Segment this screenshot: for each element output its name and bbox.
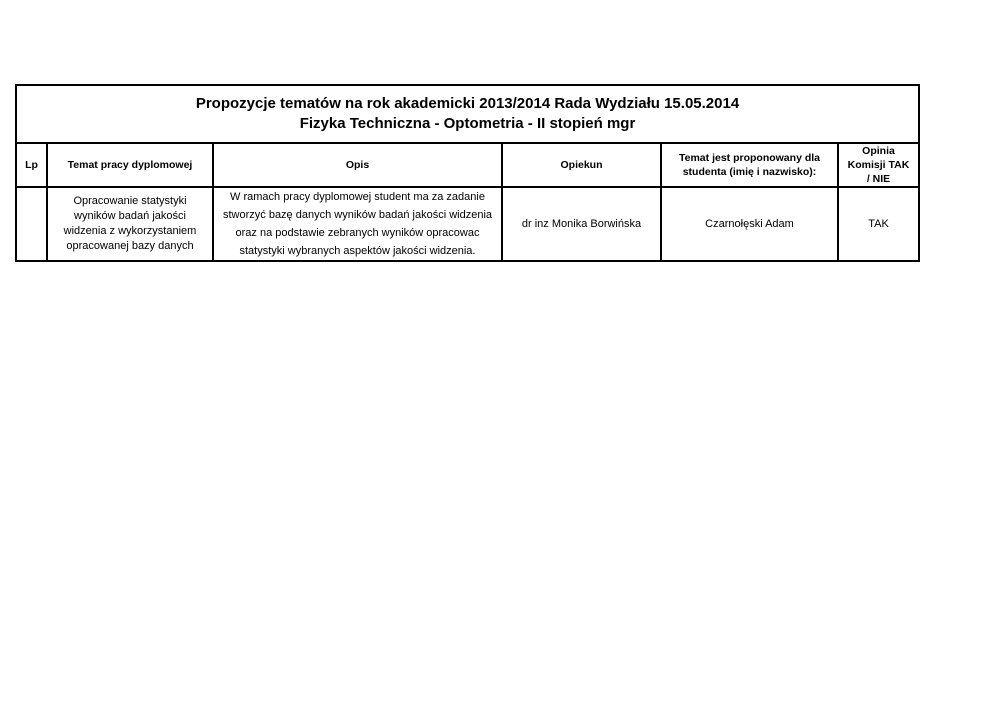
topics-table xyxy=(15,84,920,262)
cell-opinia: TAK xyxy=(838,187,919,261)
opis-line-1: W ramach pracy dyplomowej student ma za zadanie xyxy=(230,191,485,203)
opis-line-3: oraz na podstawie zebranych wyników opracowac xyxy=(235,227,480,239)
header-row xyxy=(16,143,919,187)
header-opiekun: Opiekun xyxy=(502,143,661,187)
header-student xyxy=(661,143,838,187)
cell-temat xyxy=(47,187,213,261)
cell-opis xyxy=(213,187,502,261)
header-lp: Lp xyxy=(16,143,47,187)
header-opinia-label: Opinia Komisji TAK / NIE xyxy=(847,145,910,185)
topics-sheet xyxy=(15,84,918,262)
cell-student: Czarnołęski Adam xyxy=(661,187,838,261)
opis-line-4: statystyki wybranych aspektów jakości widzenia. xyxy=(239,245,476,257)
cell-lp xyxy=(16,187,47,261)
title-row xyxy=(16,85,919,143)
header-opinia xyxy=(838,143,919,187)
document-title xyxy=(16,85,919,143)
header-student-label: Temat jest proponowany dla studenta (imię i nazwisko): xyxy=(679,152,820,178)
header-opis: Opis xyxy=(213,143,502,187)
opis-line-2: stworzyć bazę danych wyników badań jakości widzenia xyxy=(222,209,493,221)
title-line-2: Fizyka Techniczna - Optometria - II stopień mgr xyxy=(299,115,636,132)
header-temat: Temat pracy dyplomowej xyxy=(47,143,213,187)
cell-temat-text: Opracowanie statystyki wyników badań jakości widzenia z wykorzystaniem opracowanej bazy danych xyxy=(63,195,197,252)
table-row xyxy=(16,187,919,261)
cell-opiekun: dr inz Monika Borwińska xyxy=(502,187,661,261)
title-line-1: Propozycje tematów na rok akademicki 2013/2014 Rada Wydziału 15.05.2014 xyxy=(195,95,740,112)
